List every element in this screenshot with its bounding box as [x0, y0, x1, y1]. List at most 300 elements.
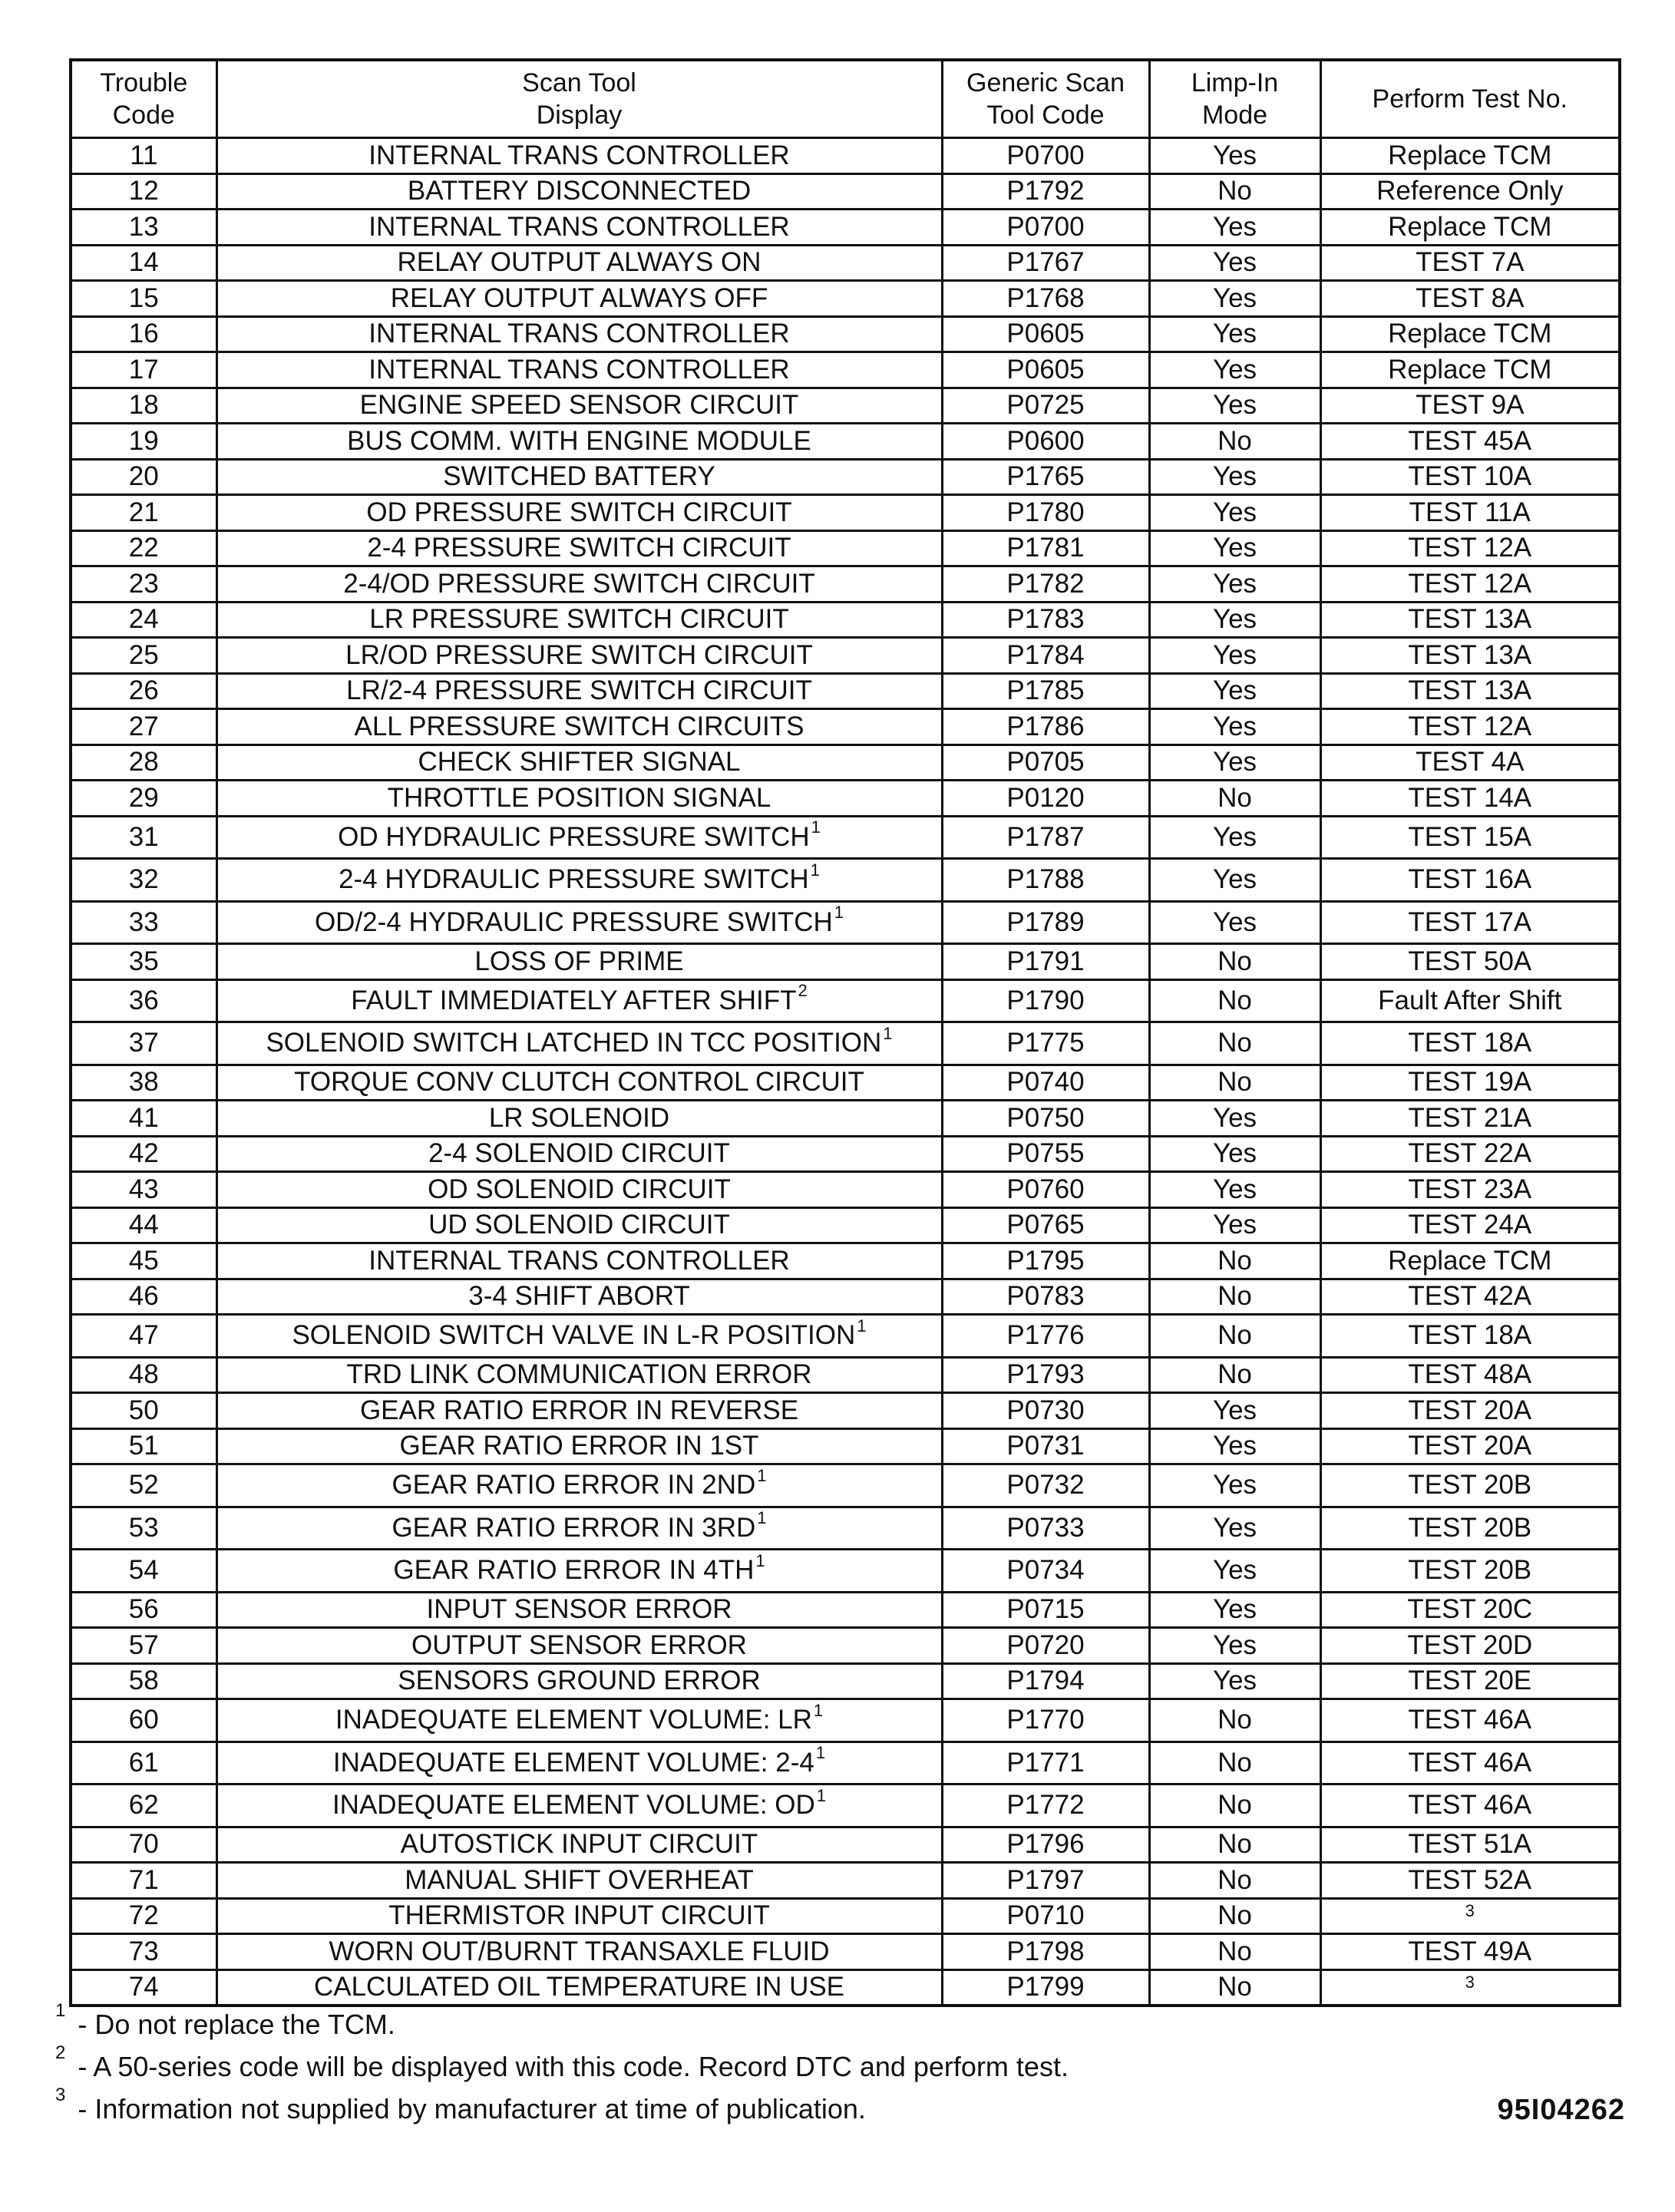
cell-scan-tool-display: 2-4/OD PRESSURE SWITCH CIRCUIT — [216, 566, 942, 603]
table-row — [71, 1207, 1620, 1243]
cell-trouble-code: 15 — [71, 281, 216, 317]
cell-perform-test: TEST 22A — [1320, 1136, 1620, 1172]
cell-limp-in-mode: No — [1149, 781, 1320, 817]
table-row — [71, 1898, 1620, 1934]
cell-generic-scan-code: P0750 — [942, 1101, 1149, 1137]
cell-scan-tool-display: THERMISTOR INPUT CIRCUIT — [216, 1898, 942, 1934]
cell-scan-tool-display: INTERNAL TRANS CONTROLLER — [216, 352, 942, 388]
cell-generic-scan-code: P1798 — [942, 1934, 1149, 1970]
cell-perform-test: Replace TCM — [1320, 1243, 1620, 1279]
cell-trouble-code: 17 — [71, 352, 216, 388]
table-row — [71, 1742, 1620, 1784]
cell-perform-test: TEST 16A — [1320, 859, 1620, 902]
cell-perform-test: TEST 20C — [1320, 1592, 1620, 1628]
cell-generic-scan-code: P0715 — [942, 1592, 1149, 1628]
table-row — [71, 1784, 1620, 1827]
table-row — [71, 316, 1620, 352]
cell-trouble-code: 41 — [71, 1101, 216, 1137]
cell-limp-in-mode: Yes — [1149, 566, 1320, 603]
cell-trouble-code: 20 — [71, 459, 216, 495]
cell-generic-scan-code: P0605 — [942, 316, 1149, 352]
cell-perform-test: TEST 15A — [1320, 816, 1620, 859]
cell-perform-test: TEST 20A — [1320, 1393, 1620, 1429]
cell-scan-tool-display: TORQUE CONV CLUTCH CONTROL CIRCUIT — [216, 1065, 942, 1101]
table-row — [71, 138, 1620, 174]
cell-generic-scan-code: P1783 — [942, 602, 1149, 638]
cell-limp-in-mode: Yes — [1149, 1207, 1320, 1243]
cell-scan-tool-display: SENSORS GROUND ERROR — [216, 1663, 942, 1699]
table-row — [71, 173, 1620, 210]
footnote-marker: 1 — [755, 1550, 765, 1570]
header-scan-tool-display: Scan Tool Display — [216, 60, 942, 138]
cell-perform-test: TEST 7A — [1320, 245, 1620, 281]
cell-generic-scan-code: P1782 — [942, 566, 1149, 603]
cell-trouble-code: 74 — [71, 1969, 216, 2006]
table-row — [71, 459, 1620, 495]
cell-generic-scan-code: P0755 — [942, 1136, 1149, 1172]
cell-perform-test: TEST 20B — [1320, 1507, 1620, 1550]
cell-scan-tool-display: OD/2-4 HYDRAULIC PRESSURE SWITCH$^1$ — [216, 901, 942, 944]
cell-perform-test: TEST 19A — [1320, 1065, 1620, 1101]
table-row — [71, 1136, 1620, 1172]
cell-perform-test: TEST 50A — [1320, 944, 1620, 980]
cell-scan-tool-display: LR PRESSURE SWITCH CIRCUIT — [216, 602, 942, 638]
cell-perform-test: TEST 51A — [1320, 1827, 1620, 1863]
table-row — [71, 1699, 1620, 1742]
cell-limp-in-mode: No — [1149, 1699, 1320, 1742]
cell-generic-scan-code: P1784 — [942, 638, 1149, 674]
cell-limp-in-mode: No — [1149, 979, 1320, 1022]
table-row — [71, 602, 1620, 638]
table-row — [71, 1428, 1620, 1464]
cell-limp-in-mode: Yes — [1149, 709, 1320, 745]
cell-scan-tool-display: INADEQUATE ELEMENT VOLUME: $2-4^1$ — [216, 1742, 942, 1784]
cell-trouble-code: 56 — [71, 1592, 216, 1628]
table-row — [71, 1243, 1620, 1279]
cell-trouble-code: 29 — [71, 781, 216, 817]
cell-trouble-code: 28 — [71, 744, 216, 781]
cell-scan-tool-display: AUTOSTICK INPUT CIRCUIT — [216, 1827, 942, 1863]
table-row — [71, 1357, 1620, 1393]
cell-limp-in-mode: Yes — [1149, 1136, 1320, 1172]
cell-perform-test: TEST 20A — [1320, 1428, 1620, 1464]
cell-limp-in-mode: Yes — [1149, 210, 1320, 246]
cell-trouble-code: 26 — [71, 673, 216, 709]
cell-perform-test: TEST 9A — [1320, 388, 1620, 424]
cell-trouble-code: 25 — [71, 638, 216, 674]
cell-limp-in-mode: Yes — [1149, 1172, 1320, 1208]
table-row — [71, 1663, 1620, 1699]
cell-limp-in-mode: Yes — [1149, 459, 1320, 495]
cell-perform-test: Replace TCM — [1320, 138, 1620, 174]
cell-generic-scan-code: P1792 — [942, 173, 1149, 210]
cell-limp-in-mode: Yes — [1149, 1464, 1320, 1507]
cell-scan-tool-display: GEAR RATIO ERROR IN $2ND^1$ — [216, 1464, 942, 1507]
cell-scan-tool-display: LR SOLENOID — [216, 1101, 942, 1137]
table-row — [71, 1065, 1620, 1101]
cell-scan-tool-display: INADEQUATE ELEMENT VOLUME: $LR^1$ — [216, 1699, 942, 1742]
cell-generic-scan-code: P0705 — [942, 744, 1149, 781]
cell-perform-test — [1320, 1969, 1620, 2006]
cell-trouble-code: 32 — [71, 859, 216, 902]
cell-generic-scan-code: P1790 — [942, 979, 1149, 1022]
cell-generic-scan-code: P1775 — [942, 1022, 1149, 1065]
cell-perform-test: Reference Only — [1320, 173, 1620, 210]
cell-scan-tool-display: OD PRESSURE SWITCH CIRCUIT — [216, 495, 942, 531]
cell-limp-in-mode: No — [1149, 1969, 1320, 2006]
cell-trouble-code: 62 — [71, 1784, 216, 1827]
cell-limp-in-mode: Yes — [1149, 673, 1320, 709]
cell-limp-in-mode: Yes — [1149, 495, 1320, 531]
table-row — [71, 1393, 1620, 1429]
footnote-marker: 1 — [757, 1508, 767, 1528]
table-row — [71, 566, 1620, 603]
table-row — [71, 1592, 1620, 1628]
cell-generic-scan-code: P1797 — [942, 1863, 1149, 1899]
cell-limp-in-mode: Yes — [1149, 1428, 1320, 1464]
footnote-2: $^2$ - A 50-series code will be displayed with this code. Record DTC and perform test. — [55, 2042, 1069, 2082]
cell-generic-scan-code: P1799 — [942, 1969, 1149, 2006]
cell-perform-test: TEST 48A — [1320, 1357, 1620, 1393]
cell-generic-scan-code: P0605 — [942, 352, 1149, 388]
cell-trouble-code: 57 — [71, 1628, 216, 1664]
figure-id: 95I04262 — [1497, 2094, 1625, 2126]
cell-limp-in-mode: Yes — [1149, 138, 1320, 174]
cell-scan-tool-display: BUS COMM. WITH ENGINE MODULE — [216, 424, 942, 460]
cell-scan-tool-display: FAULT IMMEDIATELY AFTER SHIFT$^2$ — [216, 979, 942, 1022]
cell-perform-test: TEST 8A — [1320, 281, 1620, 317]
cell-perform-test: Replace TCM — [1320, 210, 1620, 246]
cell-generic-scan-code: P1780 — [942, 495, 1149, 531]
footnote-1: $^1$ - Do not replace the TCM. — [55, 2000, 395, 2040]
cell-limp-in-mode: No — [1149, 1898, 1320, 1934]
cell-limp-in-mode: Yes — [1149, 859, 1320, 902]
cell-generic-scan-code: P0700 — [942, 210, 1149, 246]
cell-scan-tool-display: 3-4 SHIFT ABORT — [216, 1279, 942, 1315]
footnote-marker: 1 — [816, 1785, 827, 1805]
cell-generic-scan-code: P1785 — [942, 673, 1149, 709]
cell-generic-scan-code: P1795 — [942, 1243, 1149, 1279]
cell-trouble-code: 53 — [71, 1507, 216, 1550]
cell-scan-tool-display: SWITCHED BATTERY — [216, 459, 942, 495]
cell-trouble-code: 48 — [71, 1357, 216, 1393]
cell-generic-scan-code: P1771 — [942, 1742, 1149, 1784]
cell-limp-in-mode: No — [1149, 1742, 1320, 1784]
cell-scan-tool-display: INTERNAL TRANS CONTROLLER — [216, 138, 942, 174]
cell-trouble-code: 43 — [71, 1172, 216, 1208]
cell-generic-scan-code: P0700 — [942, 138, 1149, 174]
cell-trouble-code: 45 — [71, 1243, 216, 1279]
cell-limp-in-mode: No — [1149, 1315, 1320, 1358]
cell-generic-scan-code: P1793 — [942, 1357, 1149, 1393]
cell-scan-tool-display: 2-4 SOLENOID CIRCUIT — [216, 1136, 942, 1172]
cell-trouble-code: 54 — [71, 1550, 216, 1593]
cell-scan-tool-display: INTERNAL TRANS CONTROLLER — [216, 316, 942, 352]
cell-limp-in-mode: Yes — [1149, 530, 1320, 566]
cell-generic-scan-code: P1768 — [942, 281, 1149, 317]
cell-limp-in-mode: No — [1149, 1022, 1320, 1065]
cell-scan-tool-display: RELAY OUTPUT ALWAYS OFF — [216, 281, 942, 317]
cell-trouble-code: 23 — [71, 566, 216, 603]
footnote-marker: 1 — [811, 817, 821, 837]
cell-trouble-code: 14 — [71, 245, 216, 281]
footnotes — [55, 2000, 1621, 2130]
cell-limp-in-mode: No — [1149, 1357, 1320, 1393]
cell-perform-test: TEST 13A — [1320, 638, 1620, 674]
cell-perform-test: TEST 18A — [1320, 1022, 1620, 1065]
cell-limp-in-mode: No — [1149, 1863, 1320, 1899]
cell-trouble-code: 51 — [71, 1428, 216, 1464]
cell-scan-tool-display: CHECK SHIFTER SIGNAL — [216, 744, 942, 781]
cell-scan-tool-display: MANUAL SHIFT OVERHEAT — [216, 1863, 942, 1899]
cell-generic-scan-code: P0760 — [942, 1172, 1149, 1208]
table-row — [71, 1101, 1620, 1137]
cell-limp-in-mode: Yes — [1149, 281, 1320, 317]
cell-trouble-code: 35 — [71, 944, 216, 980]
table-row — [71, 1969, 1620, 2006]
cell-scan-tool-display: ENGINE SPEED SENSOR CIRCUIT — [216, 388, 942, 424]
cell-trouble-code: 13 — [71, 210, 216, 246]
cell-limp-in-mode: No — [1149, 1279, 1320, 1315]
cell-perform-test: TEST 18A — [1320, 1315, 1620, 1358]
cell-perform-test: Replace TCM — [1320, 352, 1620, 388]
cell-perform-test: TEST 23A — [1320, 1172, 1620, 1208]
cell-scan-tool-display: LR/OD PRESSURE SWITCH CIRCUIT — [216, 638, 942, 674]
cell-trouble-code: 27 — [71, 709, 216, 745]
cell-trouble-code: 73 — [71, 1934, 216, 1970]
cell-limp-in-mode: No — [1149, 944, 1320, 980]
header-perform-test-no: Perform Test No. — [1320, 60, 1620, 138]
cell-generic-scan-code: P0600 — [942, 424, 1149, 460]
cell-generic-scan-code: P1765 — [942, 459, 1149, 495]
footnote-3: $^3$ - Information not supplied by manufacturer at time of publication. — [55, 2085, 866, 2125]
cell-perform-test: Replace TCM — [1320, 316, 1620, 352]
cell-perform-test: TEST 20E — [1320, 1663, 1620, 1699]
footnote-marker: 1 — [834, 903, 844, 923]
cell-trouble-code: 11 — [71, 138, 216, 174]
cell-generic-scan-code: P0783 — [942, 1279, 1149, 1315]
cell-perform-test: TEST 14A — [1320, 781, 1620, 817]
cell-limp-in-mode: No — [1149, 1243, 1320, 1279]
table-row — [71, 979, 1620, 1022]
table-row — [71, 495, 1620, 531]
cell-perform-test: TEST 46A — [1320, 1699, 1620, 1742]
cell-generic-scan-code: P1788 — [942, 859, 1149, 902]
cell-scan-tool-display: GEAR RATIO ERROR IN REVERSE — [216, 1393, 942, 1429]
cell-limp-in-mode: Yes — [1149, 744, 1320, 781]
cell-scan-tool-display: INPUT SENSOR ERROR — [216, 1592, 942, 1628]
table-row — [71, 901, 1620, 944]
table-header-row — [71, 60, 1620, 138]
cell-trouble-code: 50 — [71, 1393, 216, 1429]
cell-trouble-code: 70 — [71, 1827, 216, 1863]
cell-trouble-code: 19 — [71, 424, 216, 460]
cell-trouble-code: 52 — [71, 1464, 216, 1507]
cell-perform-test: TEST 45A — [1320, 424, 1620, 460]
cell-perform-test: TEST 21A — [1320, 1101, 1620, 1137]
cell-generic-scan-code: P0720 — [942, 1628, 1149, 1664]
cell-limp-in-mode: Yes — [1149, 1550, 1320, 1593]
table-row — [71, 530, 1620, 566]
cell-scan-tool-display: OD HYDRAULIC PRESSURE SWITCH$^1$ — [216, 816, 942, 859]
table-row — [71, 210, 1620, 246]
table-row — [71, 1279, 1620, 1315]
cell-scan-tool-display: THROTTLE POSITION SIGNAL — [216, 781, 942, 817]
cell-perform-test: TEST 20B — [1320, 1464, 1620, 1507]
table-row — [71, 944, 1620, 980]
cell-limp-in-mode: Yes — [1149, 1101, 1320, 1137]
cell-scan-tool-display: RELAY OUTPUT ALWAYS ON — [216, 245, 942, 281]
cell-limp-in-mode: Yes — [1149, 388, 1320, 424]
cell-trouble-code: 58 — [71, 1663, 216, 1699]
cell-trouble-code: 22 — [71, 530, 216, 566]
cell-limp-in-mode: No — [1149, 173, 1320, 210]
cell-perform-test: TEST 10A — [1320, 459, 1620, 495]
cell-generic-scan-code: P0733 — [942, 1507, 1149, 1550]
cell-limp-in-mode: Yes — [1149, 602, 1320, 638]
cell-generic-scan-code: P0731 — [942, 1428, 1149, 1464]
cell-perform-test — [1320, 1898, 1620, 1934]
cell-perform-test: Fault After Shift — [1320, 979, 1620, 1022]
cell-perform-test: TEST 46A — [1320, 1742, 1620, 1784]
cell-trouble-code: 42 — [71, 1136, 216, 1172]
cell-generic-scan-code: P1781 — [942, 530, 1149, 566]
footnote-marker: 1 — [810, 860, 820, 880]
cell-scan-tool-display: INTERNAL TRANS CONTROLLER — [216, 1243, 942, 1279]
cell-perform-test: TEST 17A — [1320, 901, 1620, 944]
cell-perform-test: TEST 12A — [1320, 530, 1620, 566]
cell-generic-scan-code: P1770 — [942, 1699, 1149, 1742]
cell-trouble-code: 72 — [71, 1898, 216, 1934]
table-row — [71, 352, 1620, 388]
cell-scan-tool-display: OD SOLENOID CIRCUIT — [216, 1172, 942, 1208]
cell-limp-in-mode: Yes — [1149, 352, 1320, 388]
cell-scan-tool-display: SOLENOID SWITCH LATCHED IN TCC POSITION$^1$ — [216, 1022, 942, 1065]
cell-scan-tool-display: INADEQUATE ELEMENT VOLUME: $OD^1$ — [216, 1784, 942, 1827]
cell-limp-in-mode: Yes — [1149, 638, 1320, 674]
table-row — [71, 859, 1620, 902]
dtc-table — [69, 58, 1621, 2007]
cell-perform-test: TEST 13A — [1320, 673, 1620, 709]
cell-trouble-code: 33 — [71, 901, 216, 944]
cell-limp-in-mode: Yes — [1149, 1507, 1320, 1550]
cell-limp-in-mode: Yes — [1149, 1663, 1320, 1699]
cell-trouble-code: 18 — [71, 388, 216, 424]
cell-scan-tool-display: 2-4 PRESSURE SWITCH CIRCUIT — [216, 530, 942, 566]
table-row — [71, 709, 1620, 745]
table-row — [71, 744, 1620, 781]
cell-scan-tool-display: ALL PRESSURE SWITCH CIRCUITS — [216, 709, 942, 745]
footnote-marker: 3 — [1465, 1901, 1475, 1921]
cell-scan-tool-display: LOSS OF PRIME — [216, 944, 942, 980]
cell-limp-in-mode: Yes — [1149, 1393, 1320, 1429]
footnote-marker: 1 — [757, 1465, 767, 1485]
cell-scan-tool-display: WORN OUT/BURNT TRANSAXLE FLUID — [216, 1934, 942, 1970]
cell-perform-test: TEST 49A — [1320, 1934, 1620, 1970]
cell-perform-test: TEST 46A — [1320, 1784, 1620, 1827]
table-row — [71, 245, 1620, 281]
cell-generic-scan-code: P1796 — [942, 1827, 1149, 1863]
cell-generic-scan-code: P0730 — [942, 1393, 1149, 1429]
table-row — [71, 638, 1620, 674]
cell-generic-scan-code: P0740 — [942, 1065, 1149, 1101]
cell-scan-tool-display: OUTPUT SENSOR ERROR — [216, 1628, 942, 1664]
cell-trouble-code: 21 — [71, 495, 216, 531]
cell-perform-test: TEST 20D — [1320, 1628, 1620, 1664]
cell-perform-test: TEST 12A — [1320, 566, 1620, 603]
table-row — [71, 1550, 1620, 1593]
table-row — [71, 1863, 1620, 1899]
cell-perform-test: TEST 13A — [1320, 602, 1620, 638]
table-row — [71, 673, 1620, 709]
cell-trouble-code: 12 — [71, 173, 216, 210]
cell-limp-in-mode: No — [1149, 424, 1320, 460]
cell-trouble-code: 36 — [71, 979, 216, 1022]
footnote-marker: 3 — [1465, 1973, 1475, 1992]
cell-generic-scan-code: P1786 — [942, 709, 1149, 745]
cell-scan-tool-display: TRD LINK COMMUNICATION ERROR — [216, 1357, 942, 1393]
cell-trouble-code: 47 — [71, 1315, 216, 1358]
cell-scan-tool-display: GEAR RATIO ERROR IN 1ST — [216, 1428, 942, 1464]
footnote-marker: 1 — [883, 1023, 893, 1043]
header-limp-in-mode: Limp-In Mode — [1149, 60, 1320, 138]
cell-limp-in-mode: No — [1149, 1065, 1320, 1101]
cell-scan-tool-display: SOLENOID SWITCH VALVE IN L-R POSITION$^1$ — [216, 1315, 942, 1358]
cell-generic-scan-code: P0734 — [942, 1550, 1149, 1593]
cell-limp-in-mode: No — [1149, 1934, 1320, 1970]
cell-limp-in-mode: Yes — [1149, 245, 1320, 281]
cell-scan-tool-display: LR/2-4 PRESSURE SWITCH CIRCUIT — [216, 673, 942, 709]
table-row — [71, 388, 1620, 424]
cell-generic-scan-code: P0725 — [942, 388, 1149, 424]
cell-limp-in-mode: Yes — [1149, 901, 1320, 944]
cell-generic-scan-code: P0732 — [942, 1464, 1149, 1507]
dtc-table-container — [69, 58, 1618, 2007]
cell-trouble-code: 37 — [71, 1022, 216, 1065]
cell-limp-in-mode: Yes — [1149, 1628, 1320, 1664]
table-row — [71, 1827, 1620, 1863]
cell-limp-in-mode: Yes — [1149, 316, 1320, 352]
cell-scan-tool-display: CALCULATED OIL TEMPERATURE IN USE — [216, 1969, 942, 2006]
table-row — [71, 1507, 1620, 1550]
cell-generic-scan-code: P1791 — [942, 944, 1149, 980]
footnote-marker: 1 — [815, 1743, 826, 1763]
table-row — [71, 281, 1620, 317]
cell-generic-scan-code: P1767 — [942, 245, 1149, 281]
cell-scan-tool-display: GEAR RATIO ERROR IN $3RD^1$ — [216, 1507, 942, 1550]
table-row — [71, 1315, 1620, 1358]
cell-trouble-code: 61 — [71, 1742, 216, 1784]
cell-trouble-code: 31 — [71, 816, 216, 859]
cell-generic-scan-code: P1772 — [942, 1784, 1149, 1827]
cell-trouble-code: 71 — [71, 1863, 216, 1899]
cell-perform-test: TEST 20B — [1320, 1550, 1620, 1593]
table-row — [71, 781, 1620, 817]
cell-trouble-code: 60 — [71, 1699, 216, 1742]
cell-generic-scan-code: P1787 — [942, 816, 1149, 859]
table-row — [71, 1934, 1620, 1970]
cell-perform-test: TEST 12A — [1320, 709, 1620, 745]
cell-perform-test: TEST 4A — [1320, 744, 1620, 781]
table-row — [71, 816, 1620, 859]
cell-limp-in-mode: Yes — [1149, 816, 1320, 859]
cell-generic-scan-code: P0710 — [942, 1898, 1149, 1934]
cell-generic-scan-code: P0765 — [942, 1207, 1149, 1243]
cell-scan-tool-display: 2-4 HYDRAULIC PRESSURE SWITCH$^1$ — [216, 859, 942, 902]
footnote-marker: 1 — [857, 1316, 867, 1335]
cell-trouble-code: 46 — [71, 1279, 216, 1315]
table-row — [71, 1172, 1620, 1208]
